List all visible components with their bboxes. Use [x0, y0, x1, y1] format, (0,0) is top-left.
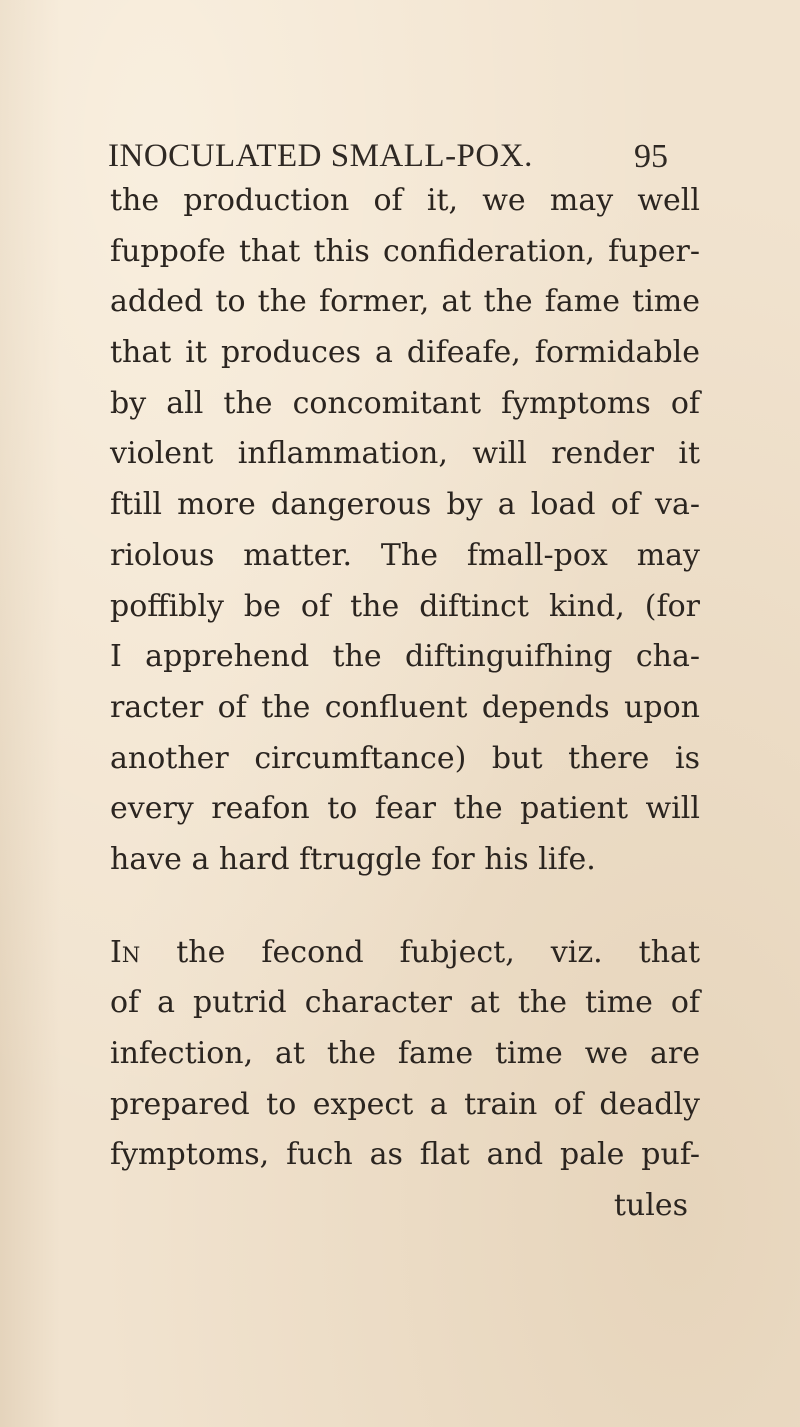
text-line: that it produces a difeafe, formidable	[110, 335, 700, 371]
text-line: added to the former, at the fame time	[110, 284, 700, 320]
text-line-first	[110, 928, 700, 979]
paragraph-2	[110, 928, 700, 1181]
paragraph-initial-word: In	[110, 934, 141, 970]
text-line: riolous matter. The fmall-pox may	[110, 537, 700, 573]
text-line: every reafon to fear the patient will	[110, 791, 700, 827]
paragraph-1	[110, 176, 700, 886]
text-line: ftill more dangerous by a load of va-	[110, 487, 700, 523]
text-line: fuppofe that this confideration, fuper-	[110, 233, 700, 269]
text-line: the production of it, we may well	[110, 183, 700, 218]
text-line: fymptoms, fuch as flat and pale puf-	[110, 1137, 700, 1173]
text-line: I apprehend the diftinguifhing cha-	[110, 639, 700, 675]
text-line: poffibly be of the diftinct kind, (for	[110, 588, 700, 624]
page-number: 95	[634, 138, 668, 175]
running-title: INOCULATED SMALL-POX.	[108, 138, 533, 174]
body-text	[110, 176, 700, 1232]
text-line: another circumftance) but there is	[110, 740, 700, 776]
text-line: by all the concomitant fymptoms of	[110, 385, 700, 421]
catchword: tules	[613, 1188, 688, 1224]
text-line: of a putrid character at the time of	[110, 985, 700, 1021]
text-line: racter of the confluent depends upon	[110, 689, 700, 725]
text-line: prepared to expect a train of deadly	[110, 1086, 700, 1122]
paragraph-gap	[110, 886, 700, 928]
text-line: have a hard ftruggle for his life.	[110, 841, 596, 877]
text-line: violent inflammation, will render it	[110, 436, 700, 472]
text-line-rest: the fecond fubject, viz. that	[140, 934, 700, 970]
text-line: infection, at the fame time we are	[110, 1036, 700, 1071]
